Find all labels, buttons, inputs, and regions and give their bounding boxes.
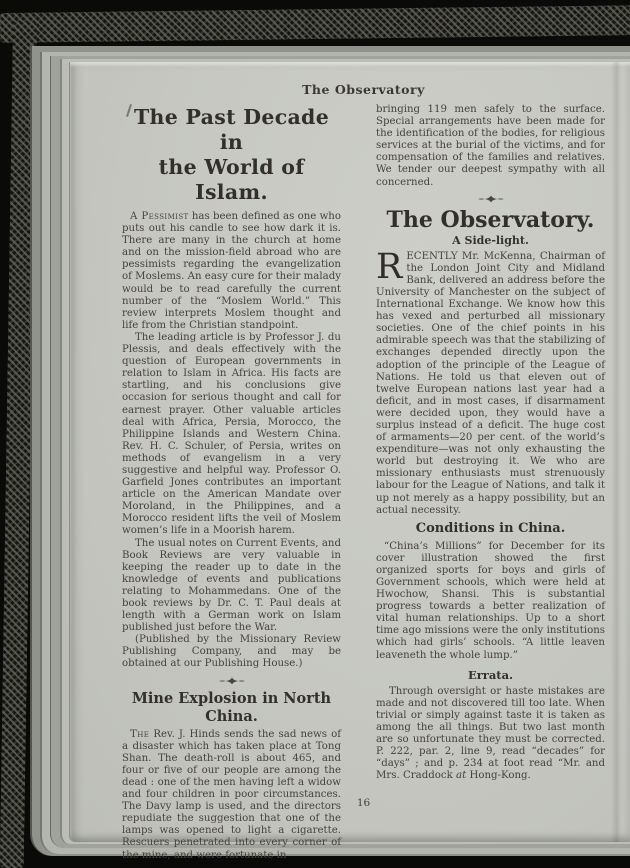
paragraph-publisher-note: (Published by the Missionary Review Publishing Company, and may be obtained at our Publishing House.): [122, 634, 341, 670]
errata-heading: Errata.: [467, 667, 514, 682]
title-line-1: The Past Decade in: [133, 105, 330, 154]
fleuron-ornament-icon: [376, 195, 605, 203]
fleuron-ornament-icon: [122, 677, 341, 685]
running-head: The Observatory: [302, 82, 425, 97]
paragraph-usual-notes: The usual notes on Current Events, and Book Reviews are very valuable in keeping the reader up to date in the knowledge of events and publications relating to Mohammedans. One of the book reviews by Dr. C. T. Paul deals at length with a German work on Islam published just before the War.: [122, 537, 341, 634]
paragraph-conditions-china: “China’s Millions” for December for its cover illustration showed the first organized sports for boys and girls of Government schools, which were held at Hwochow, Shansi. This is substantial progress towards a better realization of vital human relationships. Up to a short time ago missions were the only institutions which had girls’ schools. “A little leaven leaveneth the whole lump.”: [376, 540, 605, 661]
smallcaps-lead: A Pessimist: [130, 211, 189, 222]
paragraph-text: has been defined as one who puts out his candle to see how dark it is. There are many in the church at home and on the mission-field abroad who are pessimists regarding the evangelization of Moslems. An easy cure for their malady would be to read carefully the current number of the “Moslem World.” This review interprets Moslem thought and life from the Christian standpoint.: [122, 211, 341, 331]
paragraph-text: ECENTLY Mr. McKenna, Chairman of the London Joint City and Midland Bank, delivered an address before the University of Manchester on the subject of International Exchange. We know how this has vexed and perturbed all missionary societies. One of the chief points in his admirable speech was that the stabilizing of exchanges depended directly upon the adoption of the principle of the League of Nations. He told us that eleven out of twelve European nations last year had a deficit, and in most cases, if disarmament were decided upon, they would have a surplus instead of a deficit. The huge cost of armaments—20 per cent. of the world’s expenditure—was not only exhausting the world but destroying it. We who are missionary enthusiasts must strenuously labour for the League of Nations, and talk it up not merely as a happy possibility, but an actual necessity.: [376, 250, 605, 516]
errata-italic-word: at: [456, 770, 467, 782]
paragraph-mckenna: [376, 246, 605, 517]
page-content: [122, 82, 605, 862]
smallcaps-lead: The: [130, 728, 150, 740]
errata-text: Hong-Kong.: [466, 770, 531, 782]
book-cover-edge-top: [0, 5, 630, 43]
paragraph-pessimist: [122, 211, 341, 332]
errata-text: Through oversight or haste mistakes are made and not discovered till too late. When trivial or simply against taste it is taken as among the all things. But two last month are so unfortunate they must be corrected. P. 222, par. 2, line 9, read “decades” for “days” ; and p. 234 at foot read “Mr. and Mrs. Craddock: [376, 685, 605, 782]
mine-article-title: Mine Explosion in North China.: [131, 689, 332, 725]
conditions-in-china-heading: Conditions in China.: [415, 520, 566, 536]
paragraph-errata: [376, 686, 605, 783]
paragraph-mine-explosion: [122, 729, 341, 862]
paragraph-mine-continuation: bringing 119 men safely to the surface. Special arrangements have been made for the identification of the bodies, for religious services at the burial of the victims, and for compensation of the families and relatives. We tender our deepest sympathy with all concerned.: [376, 104, 605, 188]
title-line-2: the World of Islam.: [158, 155, 305, 204]
paragraph-leading-article: The leading article is by Professor J. du Plessis, and deals effectively with the question of European governments in relation to Islam in Africa. His facts are startling, and his conclusions give occasion for serious thought and call for earnest prayer. Other valuable articles deal with Africa, Persia, Morocco, the Philippine Islands and Western China. Rev. H. C. Schuler, of Persia, writes on methods of evangelism in a very suggestive and helpful way. Professor O. Garfield Jones contributes an important article on the American Mandate over Moroland, in the Philippines, and a Morocco resident lifts the veil of Moslem women’s life in a Moorish harem.: [122, 331, 341, 537]
observatory-article-title: The Observatory.: [386, 206, 595, 233]
right-column: [376, 104, 605, 862]
islam-article-title: [122, 105, 341, 205]
page-surface: [69, 62, 630, 861]
observatory-article-subtitle: A Side-light.: [452, 233, 529, 247]
paragraph-text: Rev. J. Hinds sends the sad news of a disaster which has taken place at Tong Shan. The death-roll is about 465, and four or five of our people are among the dead : one of the men having left a widow and four children in poor circumstances. The Davy lamp is used, and the directors repudiate the suggestion that one of the lamps was opened to light a cigarette. Rescuers penetrated into every corner of the mine, and were fortunate in: [122, 728, 341, 861]
left-column: [122, 104, 341, 862]
drop-cap: R: [376, 246, 403, 287]
page-number: 16: [356, 797, 371, 809]
